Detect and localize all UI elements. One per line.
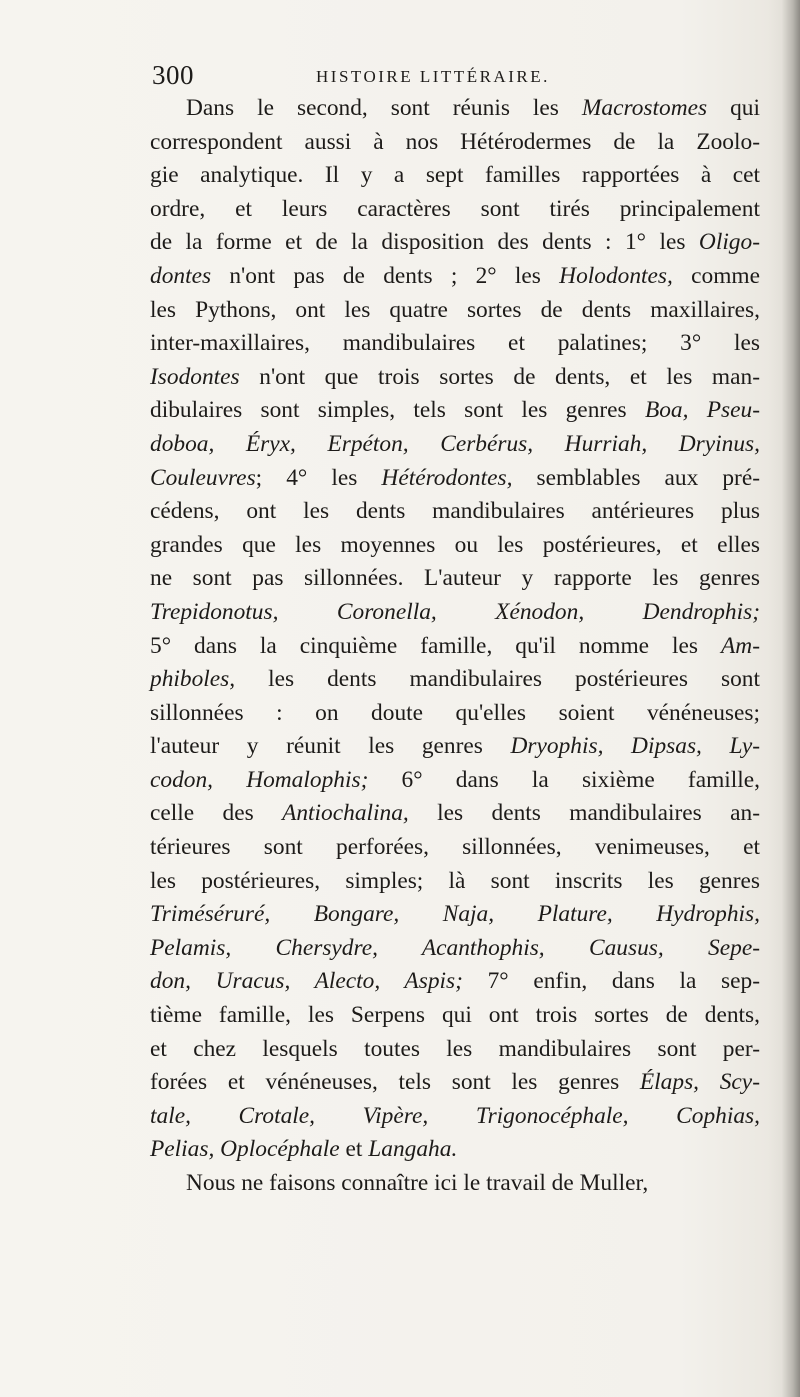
text-run: térieures sont perforées, sillonnées, venimeuses, et [150,834,760,861]
text-line [150,294,760,328]
text-line [150,126,760,160]
text-line [150,932,760,966]
italic-term: codon, Homalophis; [150,766,369,793]
italic-term: dontes [150,262,212,289]
text-line [150,1033,760,1067]
text-run: dibulaires sont simples, tels sont les genres [150,397,645,424]
italic-term: doboa, Éryx, Erpéton, Cerbérus, Hurriah, Dryinus, [150,430,760,457]
text-run: et [339,1136,369,1163]
text-run: n'ont que trois sortes de dents, et les man- [239,363,760,390]
text-line [150,1133,760,1167]
text-run: ordre, et leurs caractères sont tirés principalement [150,195,760,222]
text-run: ; 4° les [255,464,382,491]
text-run: forées et vénéneuses, tels sont les genres [150,1069,640,1096]
text-run: les Pythons, ont les quatre sortes de dents maxillaires, [150,296,760,323]
text-line [150,361,760,395]
text-run: l'auteur y réunit les genres [150,733,511,760]
italic-term: don, Uracus, Alecto, Aspis; [150,968,463,995]
text-run: ne sont pas sillonnées. L'auteur y rapporte les genres [150,565,760,592]
italic-term: Dryophis, Dipsas, Ly- [510,733,760,760]
text-run: tième famille, les Serpens qui ont trois sortes de dents, [150,1002,760,1029]
text-run: n'ont pas de dents ; 2° les [211,262,560,289]
italic-term: Pelias, Oplocéphale [150,1136,340,1163]
text-run: les dents mandibulaires postérieures sont [235,666,760,693]
text-line [150,1100,760,1134]
text-run: Nous ne faisons connaître ici le travail de Muller, [186,1170,649,1196]
text-line [150,226,760,260]
text-line [150,428,760,462]
text-line [150,797,760,831]
body-text [150,92,760,1201]
italic-term: phiboles, [150,666,236,693]
text-run: grandes que les moyennes ou les postérieures, et elles [150,531,760,558]
text-run: celle des [150,800,283,827]
italic-term: Langaha. [368,1136,458,1163]
text-line [150,999,760,1033]
text-line [150,562,760,596]
text-run: inter-maxillaires, mandibulaires et palatines; 3° les [150,330,760,357]
text-line [150,1167,760,1201]
text-line [150,260,760,294]
italic-term: Antiochalina, [282,800,409,827]
italic-term: Isodontes [150,363,240,390]
italic-term: Couleuvres [150,464,256,491]
text-line [150,159,760,193]
text-run: qui [707,95,760,121]
text-line [150,495,760,529]
text-run: gie analytique. Il y a sept familles rapportées à cet [150,162,760,189]
text-line [150,92,760,126]
italic-term: Macrostomes [581,95,708,121]
text-line [150,596,760,630]
page-binding-shadow [782,0,800,1397]
text-line [150,831,760,865]
text-run: les dents mandibulaires an- [408,800,760,827]
page-number: 300 [152,60,194,90]
italic-term: Holodontes, [559,262,673,289]
italic-term: Pelamis, Chersydre, Acanthophis, Causus, Sepe- [150,934,760,961]
italic-term: Hétérodontes, [381,464,513,491]
text-run: comme [672,262,760,289]
text-line [150,193,760,227]
running-title: HISTOIRE LITTÉRAIRE. [316,67,550,86]
text-line [150,965,760,999]
text-line [150,1066,760,1100]
italic-term: Oligo- [698,229,760,256]
text-run: 6° dans la sixième famille, [368,766,760,793]
text-run: cédens, ont les dents mandibulaires antérieures plus [150,498,760,525]
italic-term: Boa, Pseu- [644,397,760,424]
italic-term: Triméséruré, Bongare, Naja, Plature, Hydrophis, [150,901,760,928]
text-line [150,865,760,899]
italic-term: tale, Crotale, Vipère, Trigonocéphale, Cophias, [150,1102,760,1129]
running-head [152,60,752,92]
text-run: les postérieures, simples; là sont inscrits les genres [150,867,760,894]
text-run: semblables aux pré- [512,464,761,491]
text-line [150,730,760,764]
text-line [150,529,760,563]
text-run: Dans le second, sont réunis les [186,95,582,121]
italic-term: Am- [721,632,760,659]
text-line [150,898,760,932]
italic-term: Trepidonotus, Coronella, Xénodon, Dendrophis; [150,598,760,625]
text-run: 5° dans la cinquième famille, qu'il nomme les [150,632,722,659]
text-line [150,462,760,496]
text-run: sillonnées : on doute qu'elles soient vénéneuses; [150,699,760,726]
text-run: et chez lesquels toutes les mandibulaires sont per- [150,1035,760,1062]
text-line [150,630,760,664]
text-line [150,697,760,731]
text-run: de la forme et de la disposition des dents : 1° les [150,229,699,256]
text-line [150,764,760,798]
italic-term: Élaps, Scy- [639,1069,760,1096]
text-run: 7° enfin, dans la sep- [462,968,761,995]
text-line [150,327,760,361]
text-run: correspondent aussi à nos Hétérodermes de la Zoolo- [150,128,760,155]
text-line [150,663,760,697]
text-line [150,394,760,428]
